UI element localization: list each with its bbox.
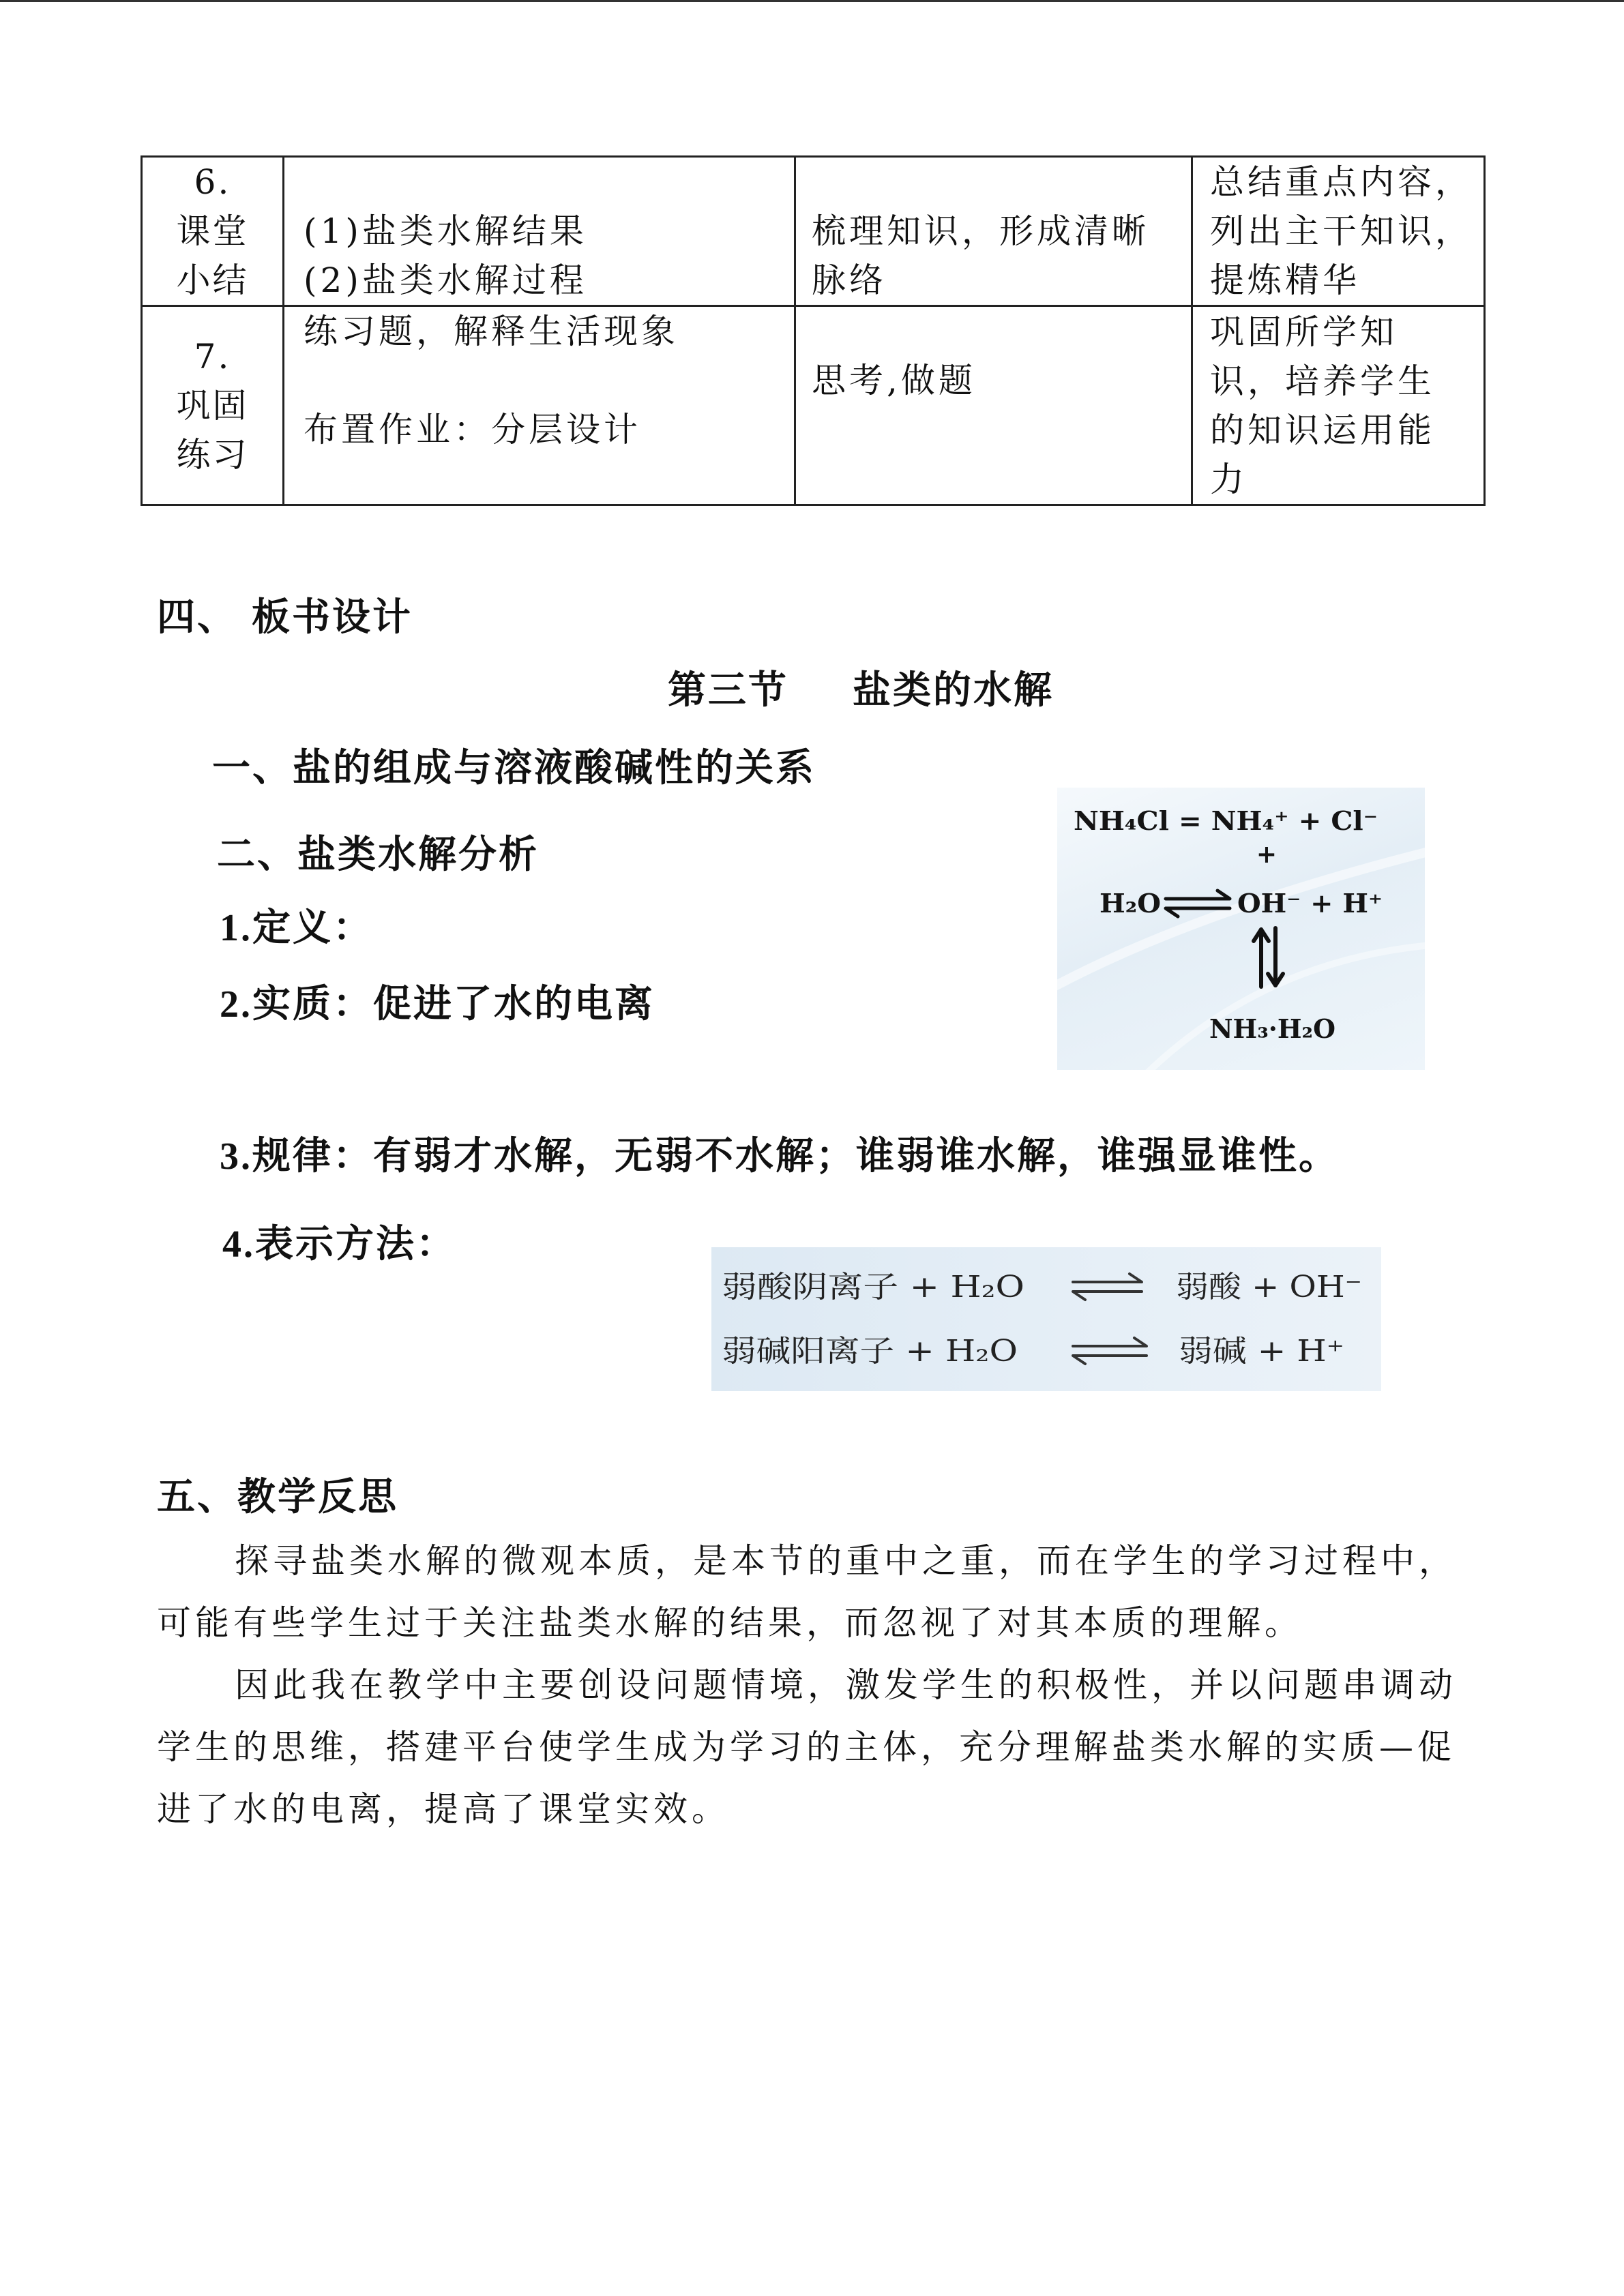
design-intent-cell	[1192, 306, 1485, 505]
activity-line: 脉络	[812, 260, 887, 300]
board-point-notation: 4.表示方法：	[222, 1223, 456, 1266]
weak-base-cation-reactants: 弱碱阳离子 + H₂O	[722, 1334, 1018, 1369]
page-top-border	[0, 0, 1624, 2]
student-activity-cell	[795, 306, 1192, 505]
table-row	[142, 306, 1485, 505]
activity-line: 思考,做题	[812, 361, 976, 400]
stage-label: 巩固	[176, 385, 249, 426]
stage-number: 6.	[194, 162, 231, 202]
paragraph-line: 可能有些学生过于关注盐类水解的结果，而忽视了对其本质的理解。	[157, 1603, 1303, 1643]
ammonia-hydrate-formula: NH₃·H₂O	[1209, 1013, 1335, 1044]
board-point-definition: 1.定义：	[220, 907, 373, 949]
paragraph-line: 学生的思维，搭建平台使学生成为学习的主体，充分理解盐类水解的实质—促	[157, 1727, 1456, 1767]
section-number: 四、	[157, 597, 237, 639]
lesson-title: 盐类的水解	[853, 670, 1054, 712]
ammonium-chloride-hydrolysis-diagram	[1057, 788, 1425, 1070]
weak-base-products: 弱碱 + H⁺	[1179, 1334, 1344, 1369]
general-hydrolysis-equations	[711, 1247, 1381, 1391]
content-cell	[284, 306, 795, 505]
content-line: 布置作业：分层设计	[304, 410, 641, 449]
design-intent-cell	[1192, 157, 1485, 306]
intent-line: 提炼精华	[1210, 260, 1360, 300]
water-formula: H₂O	[1099, 888, 1161, 919]
up-down-arrows-icon	[1254, 928, 1283, 987]
board-point-rule: 3.规律：有弱才水解，无弱不水解；谁弱谁水解，谁强显谁性。	[220, 1135, 1339, 1178]
reflection-paragraph	[157, 1537, 1494, 1661]
equilibrium-arrow-icon	[1073, 1274, 1142, 1300]
dissociation-equation: NH₄Cl = NH₄⁺ + Cl⁻	[1074, 805, 1378, 836]
background-streak	[1139, 944, 1425, 1070]
content-line: (1)盐类水解结果	[304, 211, 587, 251]
board-part-2: 二、盐类水解分析	[217, 834, 539, 876]
stage-label: 练习	[176, 434, 249, 475]
stage-cell	[142, 306, 284, 505]
section-heading: 板书设计	[252, 597, 413, 639]
paragraph-line: 探寻盐类水解的微观本质，是本节的重中之重，而在学生的学习过程中，	[235, 1541, 1457, 1581]
reflection-paragraph	[157, 1661, 1494, 1847]
intent-line: 力	[1210, 459, 1247, 499]
background-streak	[1057, 849, 1425, 992]
reflection-heading: 五、教学反思	[157, 1476, 398, 1519]
water-ions: OH⁻ + H⁺	[1237, 888, 1383, 919]
student-activity-cell	[795, 157, 1192, 306]
board-part-1: 一、盐的组成与溶液酸碱性的关系	[212, 747, 816, 790]
stage-label: 课堂	[176, 211, 249, 251]
paragraph-line: 因此我在教学中主要创设问题情境，激发学生的积极性，并以问题串调动	[235, 1665, 1457, 1705]
intent-line: 识，培养学生	[1210, 361, 1435, 401]
ionization-diagram-svg	[1057, 788, 1425, 1070]
table-row	[142, 157, 1485, 306]
weak-acid-products: 弱酸 + OH⁻	[1176, 1270, 1362, 1304]
intent-line: 总结重点内容，	[1210, 162, 1473, 202]
intent-line: 巩固所学知	[1210, 312, 1398, 352]
paragraph-line: 进了水的电离，提高了课堂实效。	[157, 1789, 730, 1829]
lesson-plan-table	[141, 155, 1486, 506]
intent-line: 的知识运用能	[1210, 410, 1435, 450]
lesson-number: 第三节	[668, 670, 788, 712]
stage-cell	[142, 157, 284, 306]
combine-plus-sign: +	[1256, 840, 1278, 869]
stage-number: 7.	[194, 336, 231, 376]
content-line: (2)盐类水解过程	[304, 260, 587, 300]
board-point-essence: 2.实质：促进了水的电离	[220, 983, 655, 1026]
content-line: 练习题，解释生活现象	[304, 312, 679, 351]
weak-acid-anion-reactants: 弱酸阴离子 + H₂O	[722, 1270, 1024, 1304]
activity-line: 梳理知识，形成清晰	[812, 211, 1149, 251]
general-equations-svg	[711, 1247, 1381, 1391]
content-cell	[284, 157, 795, 306]
equilibrium-arrow-icon	[1073, 1338, 1147, 1364]
stage-label: 小结	[176, 260, 249, 300]
intent-line: 列出主干知识，	[1210, 211, 1473, 251]
